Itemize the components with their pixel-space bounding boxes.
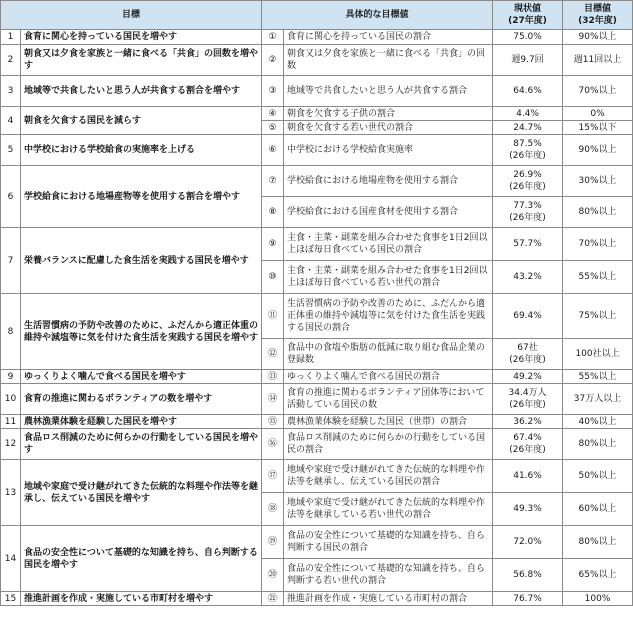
- indicator-marker: ⑱: [262, 493, 284, 526]
- target-value: 90%以上: [563, 135, 633, 166]
- goal-text: 農林漁業体験を経験した国民を増やす: [21, 415, 262, 429]
- current-value: [493, 197, 563, 228]
- target-value: 50%以上: [563, 460, 633, 493]
- goal-number: 9: [1, 370, 21, 384]
- current-value-year: (26年度): [509, 151, 546, 161]
- target-value: 30%以上: [563, 166, 633, 197]
- indicator-text: 地域や家庭で受け継がれてきた伝統的な料理や作法等を継承し、伝えている国民の割合: [284, 460, 493, 493]
- goal-text: 地域等で共食したいと思う人が共食する割合を増やす: [21, 76, 262, 107]
- goal-text: 食育の推進に関わるボランティアの数を増やす: [21, 384, 262, 415]
- table-row: [1, 415, 633, 429]
- indicator-marker: ⑰: [262, 460, 284, 493]
- indicator-text: 朝食又は夕食を家族と一緒に食べる「共食」の回数: [284, 45, 493, 76]
- target-value: 15%以下: [563, 121, 633, 135]
- indicator-text: 食育の推進に関わるボランティア団体等において活動している国民の数: [284, 384, 493, 415]
- indicator-marker: ⑲: [262, 526, 284, 559]
- goal-number: 1: [1, 30, 21, 45]
- target-value: 100社以上: [563, 339, 633, 370]
- target-value: 100%: [563, 592, 633, 606]
- indicator-marker: ⑭: [262, 384, 284, 415]
- current-value: 49.2%: [493, 370, 563, 384]
- goal-text: 中学校における学校給食の実施率を上げる: [21, 135, 262, 166]
- current-value: 72.0%: [493, 526, 563, 559]
- target-value: 65%以上: [563, 559, 633, 592]
- current-value-year: (26年度): [509, 400, 546, 410]
- goal-text: 食育に関心を持っている国民を増やす: [21, 30, 262, 45]
- target-value: 37万人以上: [563, 384, 633, 415]
- indicator-text: 主食・主菜・副菜を組み合わせた食事を1日2回以上ほぼ毎日食べている国民の割合: [284, 228, 493, 261]
- header-indicator: 具体的な目標値: [262, 1, 493, 30]
- target-value: 40%以上: [563, 415, 633, 429]
- current-value-number: 26.9%: [513, 170, 542, 180]
- indicator-marker: ⑨: [262, 228, 284, 261]
- goal-text: 栄養バランスに配慮した食生活を実践する国民を増やす: [21, 228, 262, 294]
- header-target: [563, 1, 633, 30]
- current-value: 36.2%: [493, 415, 563, 429]
- current-value: 43.2%: [493, 261, 563, 294]
- current-value-year: (26年度): [509, 213, 546, 223]
- goal-number: 6: [1, 166, 21, 228]
- target-value: 75%以上: [563, 294, 633, 339]
- current-value-number: 77.3%: [513, 201, 542, 211]
- goal-number: 5: [1, 135, 21, 166]
- indicator-marker: ③: [262, 76, 284, 107]
- indicator-text: 中学校における学校給食実施率: [284, 135, 493, 166]
- indicator-marker: ㉑: [262, 592, 284, 606]
- current-value: 49.3%: [493, 493, 563, 526]
- current-value: 週9.7回: [493, 45, 563, 76]
- goal-number: 10: [1, 384, 21, 415]
- current-value: 69.4%: [493, 294, 563, 339]
- indicator-text: 推進計画を作成・実施している市町村の割合: [284, 592, 493, 606]
- goal-text: 食品ロス削減のために何らかの行動をしている国民を増やす: [21, 429, 262, 460]
- table-row: [1, 228, 633, 261]
- current-value-number: 67.4%: [513, 433, 542, 443]
- indicator-marker: ④: [262, 107, 284, 121]
- target-value: 55%以上: [563, 261, 633, 294]
- current-value: 75.0%: [493, 30, 563, 45]
- target-value: 70%以上: [563, 76, 633, 107]
- table-row: [1, 30, 633, 45]
- goal-number: 12: [1, 429, 21, 460]
- indicator-text: 食品ロス削減のために何らかの行動をしている国民の割合: [284, 429, 493, 460]
- goal-text: 推進計画を作成・実施している市町村を増やす: [21, 592, 262, 606]
- goal-number: 4: [1, 107, 21, 135]
- header-current: [493, 1, 563, 30]
- table-row: [1, 166, 633, 197]
- indicator-marker: ⑩: [262, 261, 284, 294]
- indicator-marker: ②: [262, 45, 284, 76]
- current-value: 24.7%: [493, 121, 563, 135]
- indicator-text: 食品中の食塩や脂肪の低減に取り組む食品企業の登録数: [284, 339, 493, 370]
- current-value-number: 34.4万人: [508, 388, 547, 398]
- target-value: 80%以上: [563, 429, 633, 460]
- current-value: 4.4%: [493, 107, 563, 121]
- table-row: [1, 135, 633, 166]
- target-value: 55%以上: [563, 370, 633, 384]
- header-current-year: (27年度): [508, 16, 547, 26]
- table-row: [1, 294, 633, 339]
- goal-number: 2: [1, 45, 21, 76]
- goal-number: 11: [1, 415, 21, 429]
- indicator-marker: ⑮: [262, 415, 284, 429]
- header-goal: 目標: [1, 1, 262, 30]
- table-row: [1, 460, 633, 493]
- indicator-marker: ⑯: [262, 429, 284, 460]
- current-value-year: (26年度): [509, 355, 546, 365]
- indicator-marker: ①: [262, 30, 284, 45]
- current-value-number: 67社: [517, 343, 538, 353]
- current-value: [493, 429, 563, 460]
- current-value: 76.7%: [493, 592, 563, 606]
- table-row: [1, 526, 633, 559]
- indicator-marker: ⑫: [262, 339, 284, 370]
- goal-number: 14: [1, 526, 21, 592]
- table-row: [1, 107, 633, 121]
- target-value: 90%以上: [563, 30, 633, 45]
- indicator-text: 生活習慣病の予防や改善のために、ふだんから適正体重の維持や減塩等に気を付けた食生活を実践する国民の割合: [284, 294, 493, 339]
- header-target-year: (32年度): [578, 16, 617, 26]
- current-value-number: 87.5%: [513, 139, 542, 149]
- table-row: [1, 370, 633, 384]
- target-value: 80%以上: [563, 526, 633, 559]
- table-row: [1, 45, 633, 76]
- indicator-marker: ⑥: [262, 135, 284, 166]
- table-row: [1, 384, 633, 415]
- current-value: 57.7%: [493, 228, 563, 261]
- indicator-text: 朝食を欠食する子供の割合: [284, 107, 493, 121]
- current-value: [493, 339, 563, 370]
- current-value-year: (26年度): [509, 445, 546, 455]
- goal-number: 13: [1, 460, 21, 526]
- table-row: [1, 592, 633, 606]
- indicator-text: 朝食を欠食する若い世代の割合: [284, 121, 493, 135]
- goal-text: 地域や家庭で受け継がれてきた伝統的な料理や作法等を継承し、伝えている国民を増やす: [21, 460, 262, 526]
- goal-text: 食品の安全性について基礎的な知識を持ち、自ら判断する国民を増やす: [21, 526, 262, 592]
- indicator-marker: ⑤: [262, 121, 284, 135]
- current-value: 56.8%: [493, 559, 563, 592]
- current-value: 64.6%: [493, 76, 563, 107]
- target-value: 70%以上: [563, 228, 633, 261]
- indicator-text: 地域等で共食したいと思う人が共食する割合: [284, 76, 493, 107]
- indicator-text: 農林漁業体験を経験した国民（世帯）の割合: [284, 415, 493, 429]
- goal-text: 朝食又は夕食を家族と一緒に食べる「共食」の回数を増やす: [21, 45, 262, 76]
- table-row: [1, 76, 633, 107]
- indicator-text: 地域や家庭で受け継がれてきた伝統的な料理や作法等を継承している若い世代の割合: [284, 493, 493, 526]
- indicator-marker: ⑬: [262, 370, 284, 384]
- goal-number: 8: [1, 294, 21, 370]
- current-value: 41.6%: [493, 460, 563, 493]
- goal-text: ゆっくりよく噛んで食べる国民を増やす: [21, 370, 262, 384]
- indicator-text: 食品の安全性について基礎的な知識を持ち、自ら判断する若い世代の割合: [284, 559, 493, 592]
- indicator-text: ゆっくりよく噛んで食べる国民の割合: [284, 370, 493, 384]
- indicator-text: 学校給食における地場産物を使用する割合: [284, 166, 493, 197]
- current-value: [493, 135, 563, 166]
- header-row: [1, 1, 633, 30]
- header-target-label: 目標値: [584, 4, 612, 14]
- target-value: 週11回以上: [563, 45, 633, 76]
- indicator-marker: ⑧: [262, 197, 284, 228]
- target-value: 0%: [563, 107, 633, 121]
- target-value: 60%以上: [563, 493, 633, 526]
- indicator-marker: ⑦: [262, 166, 284, 197]
- indicator-text: 学校給食における国産食材を使用する割合: [284, 197, 493, 228]
- goal-text: 学校給食における地場産物等を使用する割合を増やす: [21, 166, 262, 228]
- indicator-text: 食育に関心を持っている国民の割合: [284, 30, 493, 45]
- indicator-marker: ⑪: [262, 294, 284, 339]
- goal-number: 7: [1, 228, 21, 294]
- current-value: [493, 384, 563, 415]
- goal-number: 3: [1, 76, 21, 107]
- current-value-year: (26年度): [509, 182, 546, 192]
- table-row: [1, 429, 633, 460]
- indicator-text: 食品の安全性について基礎的な知識を持ち、自ら判断する国民の割合: [284, 526, 493, 559]
- target-value: 80%以上: [563, 197, 633, 228]
- header-current-label: 現状値: [514, 4, 542, 14]
- goal-text: 朝食を欠食する国民を減らす: [21, 107, 262, 135]
- current-value: [493, 166, 563, 197]
- goal-text: 生活習慣病の予防や改善のために、ふだんから適正体重の維持や減塩等に気を付けた食生活を実践する国民を増やす: [21, 294, 262, 370]
- goal-number: 15: [1, 592, 21, 606]
- indicator-text: 主食・主菜・副菜を組み合わせた食事を1日2回以上ほぼ毎日食べている若い世代の割合: [284, 261, 493, 294]
- indicator-marker: ⑳: [262, 559, 284, 592]
